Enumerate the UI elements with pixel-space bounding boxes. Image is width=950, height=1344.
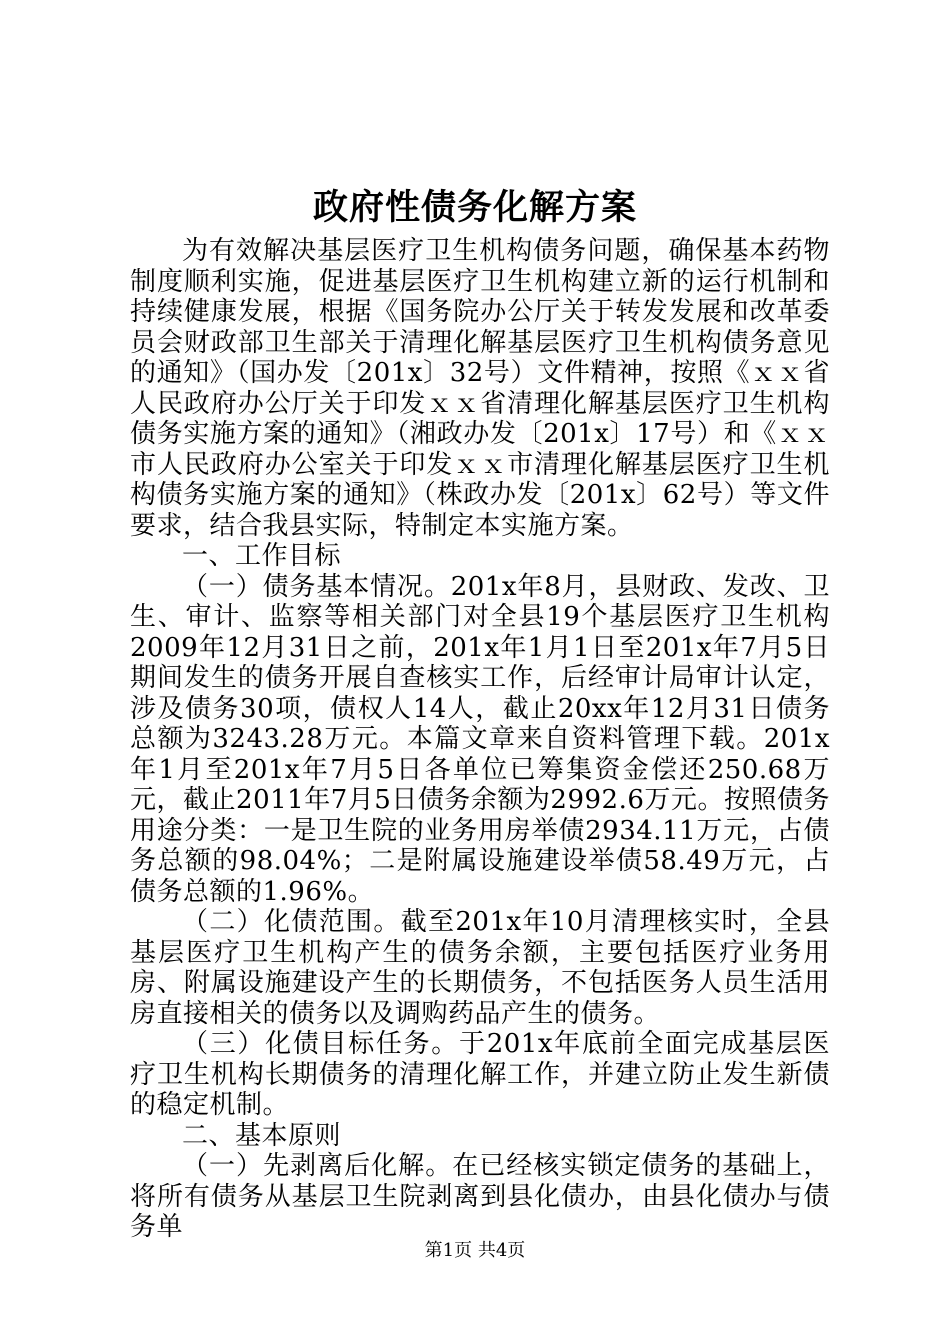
- section-heading-goals: 一、工作目标: [182, 541, 342, 571]
- section-heading-principles: 二、基本原则: [182, 1120, 342, 1151]
- document-body: [130, 236, 830, 1243]
- intro-paragraph: 为有效解决基层医疗卫生机构债务问题，确保基本药物制度顺利实施，促进基层医疗卫生机构建立新的运行机制和持续健康发展，根据《国务院办公厅关于转发发展和改革委员会财政部卫生部关于清理化解基层医疗卫生机构债务意见的通知》（国办发〔201x〕32号）文件精神，按照《ｘｘ省人民政府办公厅关于印发ｘｘ省清理化解基层医疗卫生机构债务实施方案的通知》（湘政办发〔201x〕17号）和《ｘｘ市人民政府办公室关于印发ｘｘ市清理化解基层医疗卫生机构债务实施方案的通知》（株政办发〔201x〕62号）等文件要求，结合我县实际，特制定本实施方案。: [130, 236, 830, 541]
- page-footer: 第1页 共4页: [424, 1240, 526, 1261]
- principle-one-paragraph: （一）先剥离后化解。在已经核实锁定债务的基础上，将所有债务从基层卫生院剥离到县化债办，由县化债办与债务单: [130, 1151, 830, 1242]
- debt-target-paragraph: （三）化债目标任务。于201x年底前全面完成基层医疗卫生机构长期债务的清理化解工作，并建立防止发生新债的稳定机制。: [130, 1029, 830, 1120]
- debt-overview-paragraph: （一）债务基本情况。201x年8月，县财政、发改、卫生、审计、监察等相关部门对全县19个基层医疗卫生机构2009年12月31日之前，201x年1月1日至201x年7月5日期间发生的债务开展自查核实工作，后经审计局审计认定，涉及债务30项，债权人14人，截止20xx年12月31日债务总额为3243.28万元。本篇文章来自资料管理下载。201x年1月至201x年7月5日各单位已筹集资金偿还250.68万元，截止2011年7月5日债务余额为2992.6万元。按照债务用途分类：一是卫生院的业务用房举债2934.11万元，占债务总额的98.04%；二是附属设施建设举债58.49万元，占债务总额的1.96%。: [130, 571, 830, 907]
- document-title: 政府性债务化解方案: [312, 187, 637, 228]
- debt-scope-paragraph: （二）化债范围。截至201x年10月清理核实时，全县基层医疗卫生机构产生的债务余额，主要包括医疗业务用房、附属设施建设产生的长期债务，不包括医务人员生活用房直接相关的债务以及调购药品产生的债务。: [130, 907, 830, 1029]
